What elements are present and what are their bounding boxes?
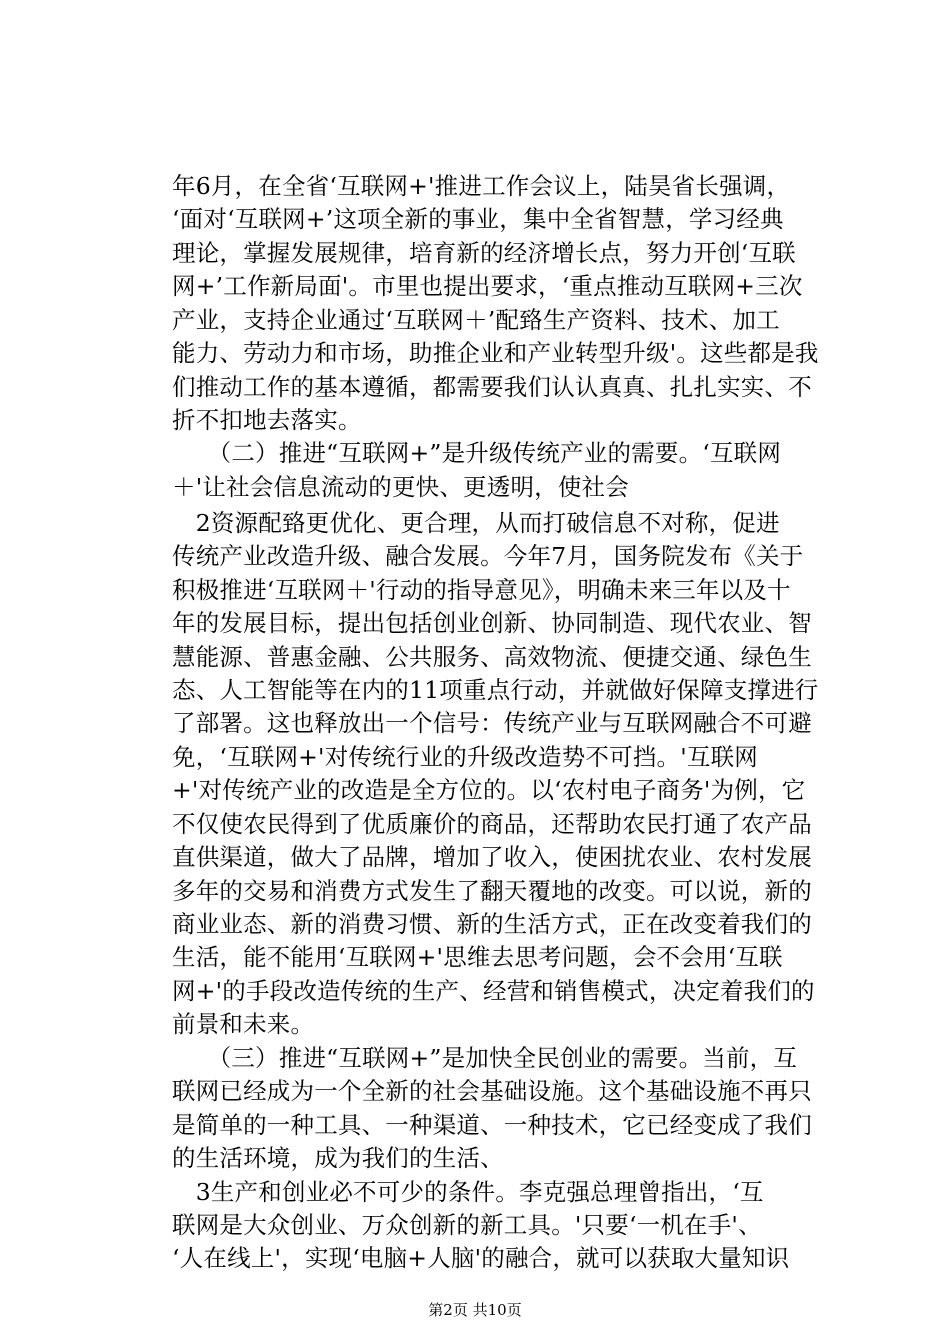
text-line: 的生活环境，成为我们的生活、 <box>172 1144 504 1172</box>
text-line: 们推动工作的基本遵循，都需要我们认认真真、扎扎实实、不 <box>172 373 812 401</box>
text-line: 免，‘互联网+'对传统行业的升级改造势不可挡。'互联网 <box>172 743 758 771</box>
text-line: 网+'的手段改造传统的生产、经营和销售模式，决定着我们的 <box>172 977 815 1005</box>
text-line: 联网是大众创业、万众创新的新工具。'只要‘一机在手'、 <box>172 1211 762 1239</box>
page-number-footer: 第2页 共10页 <box>428 1301 522 1319</box>
text-line: ‘人在线上'，实现‘电脑+人脑'的融合，就可以获取大量知识 <box>172 1244 790 1272</box>
text-line: 前景和未来。 <box>172 1010 315 1038</box>
text-line: 不仅使农民得到了优质廉价的商品，还帮助农民打通了农产品 <box>172 810 812 838</box>
text-line: +'对传统产业的改造是全方位的。以‘农村电子商务'为例，它 <box>172 776 806 804</box>
text-line: 年6月，在全省‘互联网+'推进工作会议上，陆昊省长强调， <box>172 172 791 200</box>
text-line: 是简单的一种工具、一种渠道、一种技术，它已经变成了我们 <box>172 1111 812 1139</box>
text-line: 生活，能不能用‘互联网+'思维去思考问题，会不会用‘互联 <box>172 943 783 971</box>
text-line: 年的发展目标，提出包括创业创新、协同制造、现代农业、智 <box>172 609 812 637</box>
text-line: 网+’工作新局面'。市里也提出要求，‘重点推动互联网+三次 <box>172 272 803 300</box>
text-line: 能力、劳动力和市场，助推企业和产业转型升级'。这些都是我 <box>172 339 819 367</box>
text-line: ‘面对‘互联网+’这项全新的事业，集中全省智慧，学习经典 <box>172 205 784 233</box>
text-line: 传统产业改造升级、融合发展。今年7月，国务院发布《关于 <box>172 542 804 570</box>
text-line: 理论，掌握发展规律，培育新的经济增长点，努力开创‘互联 <box>172 239 796 267</box>
paragraph-heading-3: （三）推进“互联网+”是加快全民创业的需要。当前，互 <box>172 1044 798 1072</box>
text-line: 了部署。这也释放出一个信号：传统产业与互联网融合不可避 <box>172 709 812 737</box>
text-line: 多年的交易和消费方式发生了翻天覆地的改变。可以说，新的 <box>172 877 812 905</box>
text-line: 慧能源、普惠金融、公共服务、高效物流、便捷交通、绿色生 <box>172 643 812 671</box>
text-line: 3生产和创业必不可少的条件。李克强总理曾指出，‘互 <box>172 1178 764 1206</box>
text-line: 积极推进‘互联网＋'行动的指导意见》，明确未来三年以及十 <box>172 576 791 604</box>
text-line: 折不扣地去落实。 <box>172 406 362 434</box>
text-line: 商业业态、新的消费习惯、新的生活方式，正在改变着我们的 <box>172 910 812 938</box>
text-line: 态、人工智能等在内的11项重点行动，并就做好保障支撑进行 <box>172 676 819 704</box>
text-line: 联网已经成为一个全新的社会基础设施。这个基础设施不再只 <box>172 1077 812 1105</box>
text-line: ＋'让社会信息流动的更快、更透明，使社会 <box>172 473 629 501</box>
text-line: 直供渠道，做大了品牌，增加了收入，使困扰农业、农村发展 <box>172 843 812 871</box>
paragraph-heading-2: （二）推进“互联网+”是升级传统产业的需要。‘互联网 <box>172 439 782 467</box>
text-line: 2资源配臵更优化、更合理，从而打破信息不对称，促进 <box>172 509 780 537</box>
text-line: 产业，支持企业通过‘互联网＋’配臵生产资料、技术、加工 <box>172 306 780 334</box>
